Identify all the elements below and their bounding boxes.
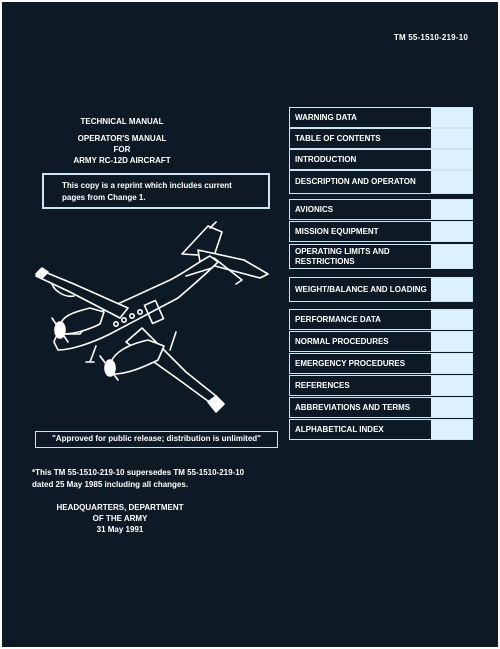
- reprint-line-2: pages from Change 1.: [62, 193, 146, 202]
- title-block: [32, 116, 212, 166]
- index-item-description-and-operation[interactable]: [289, 170, 473, 194]
- index-item-table-of-contents[interactable]: [289, 128, 473, 149]
- thumb-tab: [431, 245, 472, 268]
- thumb-tab: [431, 332, 472, 351]
- index-item-label: PERFORMANCE DATA: [295, 314, 381, 324]
- thumb-tab: [431, 200, 472, 219]
- index-item-performance-data[interactable]: [289, 309, 473, 330]
- thumb-tab: [431, 171, 472, 193]
- index-item-label: TABLE OF CONTENTS: [295, 133, 381, 143]
- index-item-avionics[interactable]: [289, 199, 473, 220]
- thumb-tab: [431, 310, 472, 329]
- title-line-4: ARMY RC-12D AIRCRAFT: [73, 156, 171, 165]
- thumb-tab: [431, 376, 472, 395]
- tm-number: TM 55-1510-219-10: [393, 33, 468, 42]
- index-item-weight-balance[interactable]: [289, 277, 473, 302]
- thumb-tab: [431, 129, 472, 148]
- index-item-label: WEIGHT/BALANCE AND LOADING: [295, 284, 427, 294]
- reprint-notice: [42, 173, 270, 209]
- release-notice: "Approved for public release; distribution is unlimited": [35, 431, 278, 448]
- thumb-tab: [431, 420, 472, 439]
- index-item-label: INTRODUCTION: [295, 154, 357, 164]
- reprint-line-1: This copy is a reprint which includes current: [62, 181, 232, 190]
- index-item-label: ALPHABETICAL INDEX: [295, 424, 384, 434]
- title-line-2: OPERATOR'S MANUAL: [77, 134, 167, 143]
- issue-date: 31 May 1991: [96, 525, 144, 534]
- thumb-tab: [431, 354, 472, 373]
- index-item-warning-data[interactable]: [289, 107, 473, 128]
- issuer-block: [32, 502, 208, 535]
- issuer-line-2: OF THE ARMY: [92, 514, 148, 523]
- index-item-references[interactable]: [289, 375, 473, 396]
- supersede-line-2: dated 25 May 1985 including all changes.: [32, 480, 189, 489]
- index-item-alphabetical-index[interactable]: [289, 419, 473, 440]
- index-item-label: OPERATING LIMITS AND RESTRICTIONS: [295, 246, 390, 266]
- manual-cover: [2, 2, 498, 647]
- index-item-label: EMERGENCY PROCEDURES: [295, 358, 406, 368]
- thumb-tab: [431, 278, 472, 301]
- index-item-label: MISSION EQUIPMENT: [295, 226, 379, 236]
- index-item-label: WARNING DATA: [295, 112, 357, 122]
- title-line-3: FOR: [113, 145, 131, 154]
- supersede-line-1: *This TM 55-1510-219-10 supersedes TM 55-1510-219-10: [32, 468, 245, 477]
- index-item-label: REFERENCES: [295, 380, 350, 390]
- index-item-normal-procedures[interactable]: [289, 331, 473, 352]
- aircraft-illustration: [30, 216, 278, 416]
- thumb-tab: [431, 108, 472, 127]
- index-item-introduction[interactable]: [289, 149, 473, 170]
- supersede-notice: [32, 467, 282, 491]
- thumb-tab: [431, 150, 472, 169]
- issuer-line-1: HEADQUARTERS, DEPARTMENT: [56, 503, 184, 512]
- index-item-emergency-procedures[interactable]: [289, 353, 473, 374]
- index-item-operating-limits[interactable]: [289, 244, 473, 269]
- thumb-tab: [431, 222, 472, 241]
- index-item-abbreviations-and-terms[interactable]: [289, 397, 473, 418]
- index-item-mission-equipment[interactable]: [289, 221, 473, 242]
- thumb-tab: [431, 398, 472, 417]
- index-item-label: AVIONICS: [295, 204, 334, 214]
- index-item-label: DESCRIPTION AND OPERATON: [295, 177, 416, 186]
- index-item-label: ABBREVIATIONS AND TERMS: [295, 402, 411, 412]
- title-line-1: TECHNICAL MANUAL: [80, 117, 164, 126]
- index-item-label: NORMAL PROCEDURES: [295, 336, 389, 346]
